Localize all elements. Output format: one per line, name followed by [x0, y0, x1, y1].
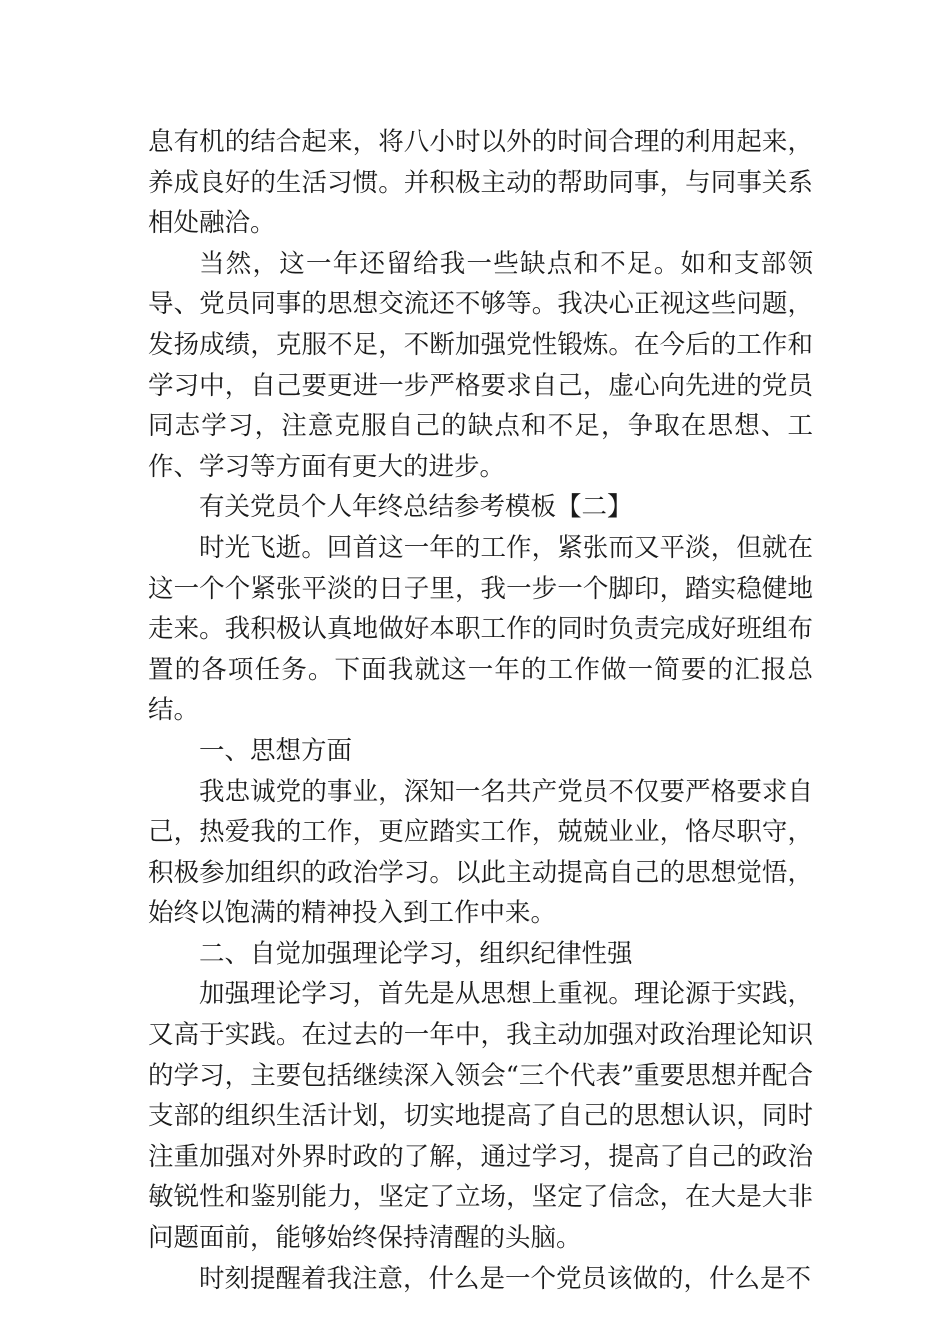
heading-ideology: 一、思想方面 — [199, 735, 353, 766]
section-title-template-two: 有关党员个人年终总结参考模板【二】 — [199, 492, 633, 523]
heading-theory-study: 二、自觉加强理论学习，组织纪律性强 — [199, 938, 633, 969]
paragraph-reminder: 时刻提醒着我注意，什么是一个党员该做的，什么是不 — [199, 1263, 812, 1294]
paragraph-theory-study: 加强理论学习，首先是从思想上重视。理论源于实践，又高于实践。在过去的一年中，我主动加强对政治理论知识的学习，主要包括继续深入领会“三个代表”重要思想并配合支部的组织生活计划，切实地提高了自己的思想认识，同时注重加强对外界时政的了解，通过学习，提高了自己的政治敏锐性和鉴别能力，坚定了立场，坚定了信念，在大是大非问题面前，能够始终保持清醒的头脑。 — [148, 979, 813, 1254]
paragraph-continued: 息有机的结合起来，将八小时以外的时间合理的利用起来，养成良好的生活习惯。并积极主动的帮助同事，与同事关系相处融洽。 — [148, 127, 813, 239]
paragraph-shortcomings: 当然，这一年还留给我一些缺点和不足。如和支部领导、党员同事的思想交流还不够等。我决心正视这些问题，发扬成绩，克服不足，不断加强党性锻炼。在今后的工作和学习中，自己要更进一步严格要求自己，虚心向先进的党员同志学习，注意克服自己的缺点和不足，争取在思想、工作、学习等方面有更大的进步。 — [148, 248, 813, 482]
paragraph-intro: 时光飞逝。回首这一年的工作，紧张而又平淡，但就在这一个个紧张平淡的日子里，我一步一个脚印，踏实稳健地走来。我积极认真地做好本职工作的同时负责完成好班组布置的各项任务。下面我就这一年的工作做一简要的汇报总结。 — [148, 532, 813, 726]
paragraph-ideology: 我忠诚党的事业，深知一名共产党员不仅要严格要求自己，热爱我的工作，更应踏实工作，兢兢业业，恪尽职守，积极参加组织的政治学习。以此主动提高自己的思想觉悟，始终以饱满的精神投入到工作中来。 — [148, 776, 813, 929]
document-body — [148, 122, 813, 1299]
